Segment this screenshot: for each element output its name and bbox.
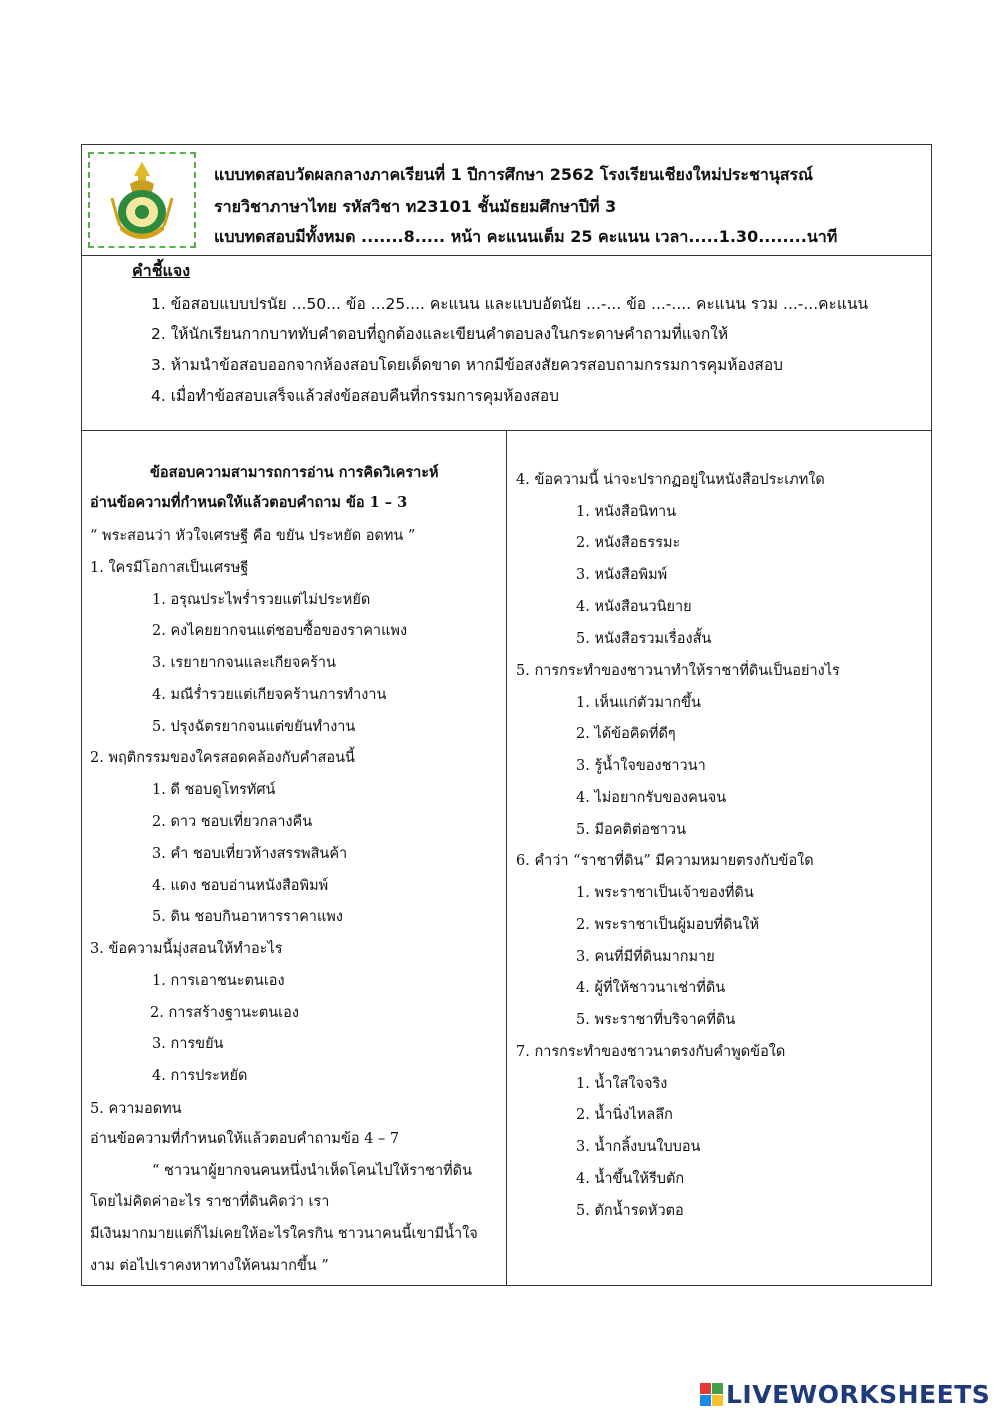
passage-line: งาม ต่อไปเราคงหาทางให้คนมากขึ้น ” <box>90 1258 329 1274</box>
answer-option[interactable]: 5. ปรุงฉัตรยากจนแต่ขยันทำงาน <box>152 719 356 735</box>
answer-option[interactable]: 1. ดี ชอบดูโทรทัศน์ <box>152 782 276 798</box>
answer-option[interactable]: 2. คงไคยยากจนแต่ชอบซื้อของราคาแพง <box>152 623 408 639</box>
liveworksheets-watermark[interactable] <box>700 1378 990 1410</box>
question-7: 7. การกระทำของชาวนาตรงกับคำพูดข้อใด <box>516 1044 786 1060</box>
answer-option[interactable]: 4. ไม่อยากรับของคนจน <box>576 790 727 806</box>
section-heading: อ่านข้อความที่กำหนดให้แล้วตอบคำถามข้อ 4 – 7 <box>90 1131 400 1147</box>
instruction-item: 2. ให้นักเรียนกากบาททับคำตอบที่ถูกต้องและเขียนคำตอบลงในกระดาษคำถามที่แจกให้ <box>151 325 729 343</box>
instructions-title: คำชี้แจง <box>132 261 191 280</box>
answer-option[interactable]: 3. หนังสือพิมพ์ <box>576 567 668 583</box>
answer-option[interactable]: 4. การประหยัด <box>152 1068 248 1084</box>
answer-option[interactable]: 3. คำ ชอบเที่ยวห้างสรรพสินค้า <box>152 846 348 862</box>
answer-option[interactable]: 1. อรุณประไพร่ำรวยแต่ไม่ประหยัด <box>152 592 371 608</box>
header-line-1: แบบทดสอบวัดผลกลางภาคเรียนที่ 1 ปีการศึกษา 2562 โรงเรียนเชียงใหม่ประชานุสรณ์ <box>214 165 813 184</box>
exam-sheet <box>81 144 932 1286</box>
instruction-item: 1. ข้อสอบแบบปรนัย ...50... ข้อ ...25.... คะแนน และแบบอัตนัย ...-... ข้อ ...-.... คะแนน รวม ...-...คะแนน <box>151 295 869 313</box>
header-line-2: รายวิชาภาษาไทย รหัสวิชา ท23101 ชั้นมัธยมศึกษาปีที่ 3 <box>214 197 617 216</box>
answer-option[interactable]: 4. มณีร่ำรวยแต่เกียจคร้านการทำงาน <box>152 687 387 703</box>
answer-option[interactable]: 2. ดาว ชอบเที่ยวกลางคืน <box>152 814 313 830</box>
answer-option[interactable]: 5. ดิน ชอบกินอาหารราคาแพง <box>152 909 343 925</box>
header-line-3: แบบทดสอบมีทั้งหมด .......8..... หน้า คะแนนเต็ม 25 คะแนน เวลา.....1.30........นาที <box>214 227 838 246</box>
answer-option[interactable]: 3. การขยัน <box>152 1036 224 1052</box>
answer-option[interactable]: 5. ความอดทน <box>90 1101 182 1117</box>
question-4: 4. ข้อความนี้ น่าจะปรากฏอยู่ในหนังสือประเภทใด <box>516 472 825 488</box>
answer-option[interactable]: 4. หนังสือนวนิยาย <box>576 599 692 615</box>
answer-option[interactable]: 1. น้ำใสใจจริง <box>576 1076 668 1092</box>
answer-option[interactable]: 3. น้ำกลิ้งบนใบบอน <box>576 1139 701 1155</box>
answer-option[interactable]: 2. การสร้างฐานะตนเอง <box>150 1005 299 1021</box>
answer-option[interactable]: 5. มีอคติต่อชาวน <box>576 822 686 838</box>
answer-option[interactable]: 4. แดง ชอบอ่านหนังสือพิมพ์ <box>152 878 329 894</box>
passage-line: โดยไม่คิดค่าอะไร ราชาที่ดินคิดว่า เรา <box>90 1194 330 1210</box>
section-heading: อ่านข้อความที่กำหนดให้แล้วตอบคำถาม ข้อ 1 – 3 <box>90 494 408 511</box>
answer-option[interactable]: 5. พระราชาที่บริจาคที่ดิน <box>576 1012 736 1028</box>
question-2: 2. พฤติกรรมของใครสอดคล้องกับคำสอนนี้ <box>90 750 355 766</box>
passage-line: มีเงินมากมายแต่ก็ไม่เคยให้อะไรใครกิน ชาวนาคนนี้เขามีน้ำใจ <box>90 1226 478 1242</box>
answer-option[interactable]: 2. พระราชาเป็นผู้มอบที่ดินให้ <box>576 917 760 933</box>
answer-option[interactable]: 4. ผู้ที่ให้ชาวนาเช่าที่ดิน <box>576 980 726 996</box>
exam-header <box>82 145 931 256</box>
answer-option[interactable]: 3. เรยายากจนและเกียจคร้าน <box>152 655 336 671</box>
answer-option[interactable]: 1. การเอาชนะตนเอง <box>152 973 285 989</box>
column-divider <box>506 430 507 1286</box>
answer-option[interactable]: 3. รู้น้ำใจของชาวนา <box>576 758 706 774</box>
watermark-text: LIVEWORKSHEETS <box>726 1379 991 1409</box>
answer-option[interactable]: 3. คนที่มีที่ดินมากมาย <box>576 949 715 965</box>
answer-option[interactable]: 5. หนังสือรวมเรื่องสั้น <box>576 631 712 647</box>
answer-option[interactable]: 1. พระราชาเป็นเจ้าของที่ดิน <box>576 885 754 901</box>
question-6: 6. คำว่า “ราชาที่ดิน” มีความหมายตรงกับข้อใด <box>516 853 814 869</box>
answer-option[interactable]: 2. หนังสือธรรมะ <box>576 535 681 551</box>
answer-option[interactable]: 2. น้ำนิ่งไหลลึก <box>576 1107 673 1123</box>
answer-option[interactable]: 1. หนังสือนิทาน <box>576 504 677 520</box>
instruction-item: 4. เมื่อทำข้อสอบเสร็จแล้วส่งข้อสอบคืนที่กรรมการคุมห้องสอบ <box>151 387 560 405</box>
liveworksheets-logo-icon <box>700 1383 723 1406</box>
answer-option[interactable]: 4. น้ำขึ้นให้รีบตัก <box>576 1171 685 1187</box>
quote-text: “ พระสอนว่า หัวใจเศรษฐี คือ ขยัน ประหยัด อดทน ” <box>90 528 416 544</box>
answer-option[interactable]: 2. ได้ข้อคิดที่ดีๆ <box>576 726 676 742</box>
question-1: 1. ใครมีโอกาสเป็นเศรษฐี <box>90 560 249 576</box>
answer-option[interactable]: 5. ตักน้ำรดหัวตอ <box>576 1203 684 1219</box>
section-heading: ข้อสอบความสามารถการอ่าน การคิดวิเคราะห์ <box>150 464 439 481</box>
school-emblem-icon <box>88 152 196 248</box>
question-3: 3. ข้อความนี้มุ่งสอนให้ทำอะไร <box>90 941 283 957</box>
passage-line: “ ชาวนาผู้ยากจนคนหนึ่งนำเห็ดโคนไปให้ราชาที่ดิน <box>152 1163 473 1179</box>
answer-option[interactable]: 1. เห็นแก่ตัวมากขึ้น <box>576 695 701 711</box>
question-5: 5. การกระทำของชาวนาทำให้ราชาที่ดินเป็นอย่างไร <box>516 663 840 679</box>
instruction-item: 3. ห้ามนำข้อสอบออกจากห้องสอบโดยเด็ดขาด หากมีข้อสงสัยควรสอบถามกรรมการคุมห้องสอบ <box>151 356 784 374</box>
